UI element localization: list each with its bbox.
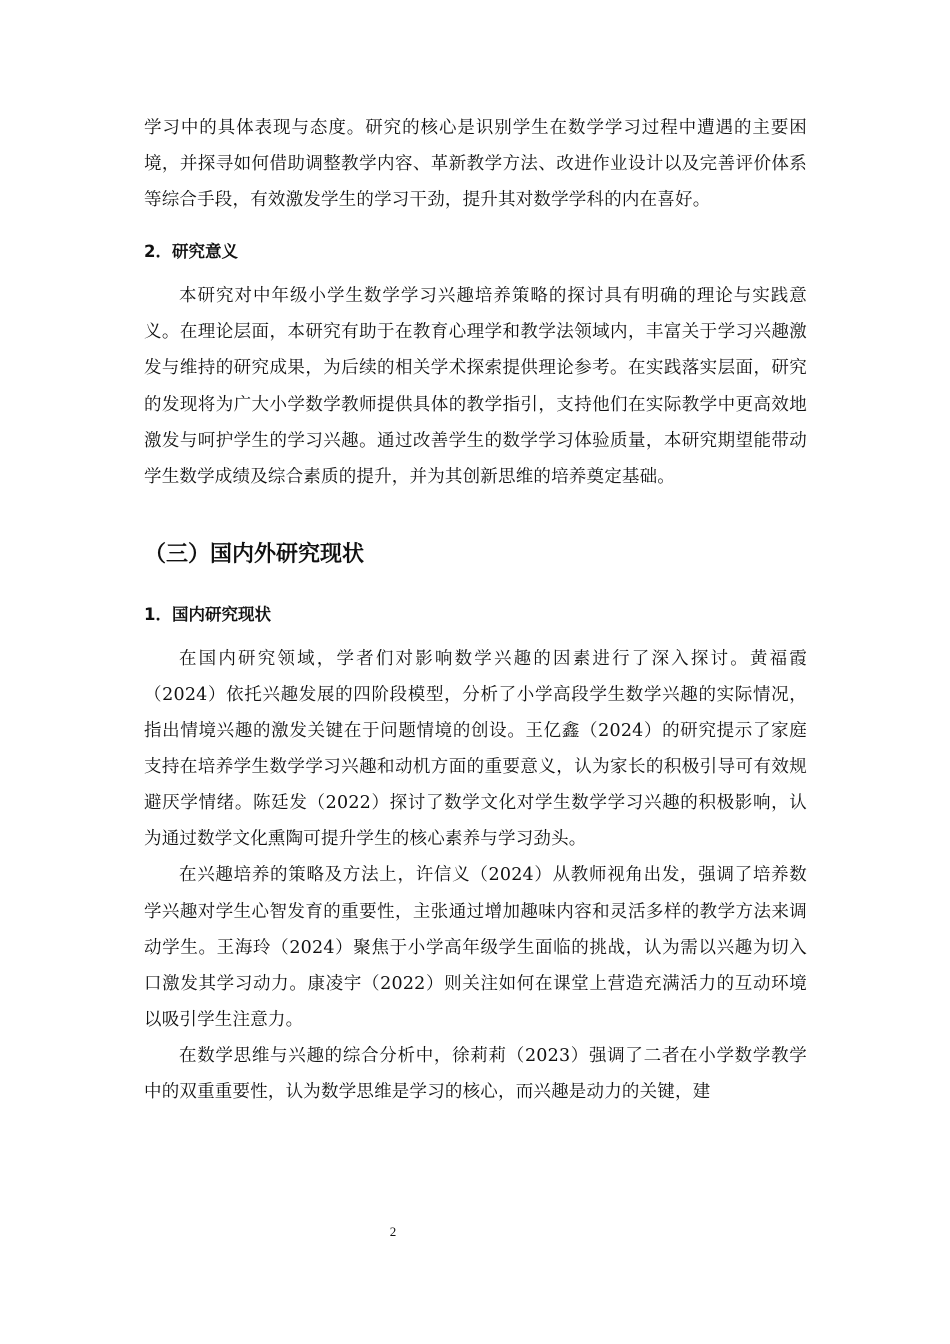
domestic-status-heading: 1．国内研究现状 xyxy=(144,604,271,624)
purpose-paragraph-continuation: 学习中的具体表现与态度。研究的核心是识别学生在数学学习过程中遭遇的主要困境，并探寻如何借助调整教学内容、革新教学方法、改进作业设计以及完善评价体系等综合手段，有效激发学生的学习干劲，提升其对数学学科的内在喜好。 xyxy=(144,118,807,211)
strategy-paragraph: 在兴趣培养的策略及方法上，许信义（2024）从教师视角出发，强调了培养数学兴趣对学生心智发育的重要性，主张通过增加趣味内容和灵活多样的教学方法来调动学生。王海玲（2024）聚焦于小学高年级学生面临的挑战，认为需以兴趣为切入口激发其学习动力。康凌宇（2022）则关注如何在课堂上营造充满活力的互动环境以吸引学生注意力。 xyxy=(144,865,807,1030)
significance-heading: 2．研究意义 xyxy=(144,242,238,262)
thinking-interest-paragraph: 在数学思维与兴趣的综合分析中，徐莉莉（2023）强调了二者在小学数学教学中的双重重要性，认为数学思维是学习的核心，而兴趣是动力的关键，建 xyxy=(144,1045,807,1102)
page-content xyxy=(144,110,807,1110)
domestic-status-paragraph: 在国内研究领域，学者们对影响数学兴趣的因素进行了深入探讨。黄福霞（2024）依托兴趣发展的四阶段模型，分析了小学高段学生数学兴趣的实际情况，指出情境兴趣的激发关键在于问题情境的创设。王亿鑫（2024）的研究提示了家庭支持在培养学生数学学习兴趣和动机方面的重要意义，认为家长的积极引导可有效规避厌学情绪。陈廷发（2022）探讨了数学文化对学生数学学习兴趣的积极影响，认为通过数学文化熏陶可提升学生的核心素养与学习劲头。 xyxy=(144,648,807,850)
page-number: 2 xyxy=(389,1224,397,1239)
significance-paragraph: 本研究对中年级小学生数学学习兴趣培养策略的探讨具有明确的理论与实践意义。在理论层面，本研究有助于在教育心理学和教学法领域内，丰富关于学习兴趣激发与维持的研究成果，为后续的相关学术探索提供理论参考。在实践落实层面，研究的发现将为广大小学数学教师提供具体的教学指引，支持他们在实际教学中更高效地激发与呵护学生的学习兴趣。通过改善学生的数学学习体验质量，本研究期望能带动学生数学成绩及综合素质的提升，并为其创新思维的培养奠定基础。 xyxy=(144,286,807,487)
research-status-heading: （三）国内外研究现状 xyxy=(144,541,365,567)
